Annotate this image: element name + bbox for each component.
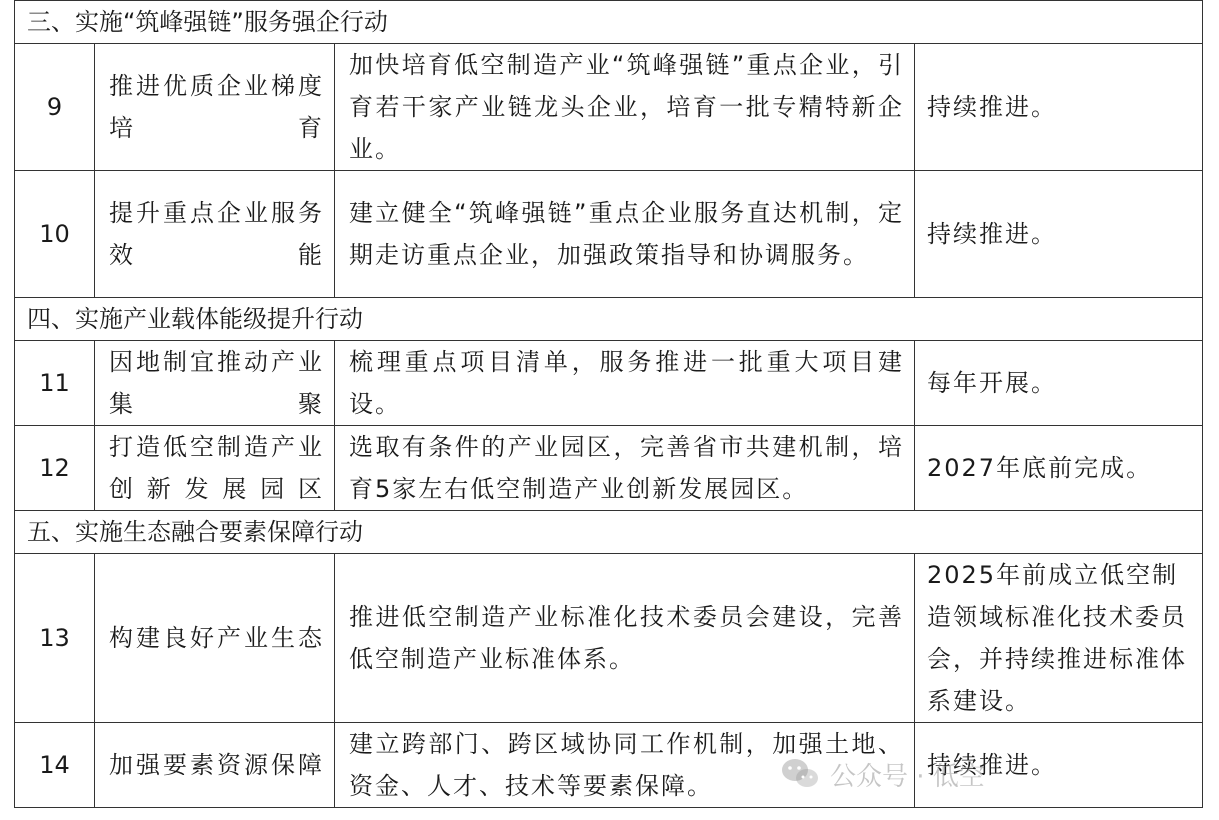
section-header-row [15,511,1203,554]
task-timeline: 每年开展。 [915,341,1203,426]
section-title: 四、实施产业载体能级提升行动 [15,298,1203,341]
section-header-row [15,298,1203,341]
section-title: 五、实施生态融合要素保障行动 [15,511,1203,554]
table-row [15,426,1203,511]
watermark-text: 公众号 · 低空 [830,761,985,792]
row-number: 14 [15,723,95,808]
row-number: 13 [15,554,95,723]
task-description: 梳理重点项目清单，服务推进一批重大项目建设。 [335,341,915,426]
task-description: 建立跨部门、跨区域协同工作机制，加强土地、资金、人才、技术等要素保障。 [335,723,915,808]
task-name: 推进优质企业梯度培育 [95,44,335,171]
task-description: 选取有条件的产业园区，完善省市共建机制，培育5家左右低空制造产业创新发展园区。 [335,426,915,511]
table-row [15,723,1203,808]
table-row [15,44,1203,171]
task-description: 推进低空制造产业标准化技术委员会建设，完善低空制造产业标准体系。 [335,554,915,723]
task-name: 加强要素资源保障 [95,723,335,808]
task-name: 提升重点企业服务效能 [95,171,335,298]
section-header-row [15,1,1203,44]
section-title: 三、实施“筑峰强链”服务强企行动 [15,1,1203,44]
row-number: 12 [15,426,95,511]
task-timeline: 持续推进。 [915,44,1203,171]
table-row [15,171,1203,298]
row-number: 11 [15,341,95,426]
task-name: 打造低空制造产业创新发展园区 [95,426,335,511]
task-timeline: 2025年前成立低空制造领域标准化技术委员会，并持续推进标准体系建设。 [915,554,1203,723]
task-description: 加快培育低空制造产业“筑峰强链”重点企业，引育若干家产业链龙头企业，培育一批专精特新企业。 [335,44,915,171]
row-number: 10 [15,171,95,298]
task-description: 建立健全“筑峰强链”重点企业服务直达机制，定期走访重点企业，加强政策指导和协调服务。 [335,171,915,298]
task-timeline: 持续推进。 [915,171,1203,298]
table-row [15,554,1203,723]
task-timeline: 持续推进。 [915,723,1203,808]
task-name: 构建良好产业生态 [95,554,335,723]
action-plan-table [14,0,1203,808]
task-name: 因地制宜推动产业集聚 [95,341,335,426]
task-timeline: 2027年底前完成。 [915,426,1203,511]
row-number: 9 [15,44,95,171]
table-row [15,341,1203,426]
